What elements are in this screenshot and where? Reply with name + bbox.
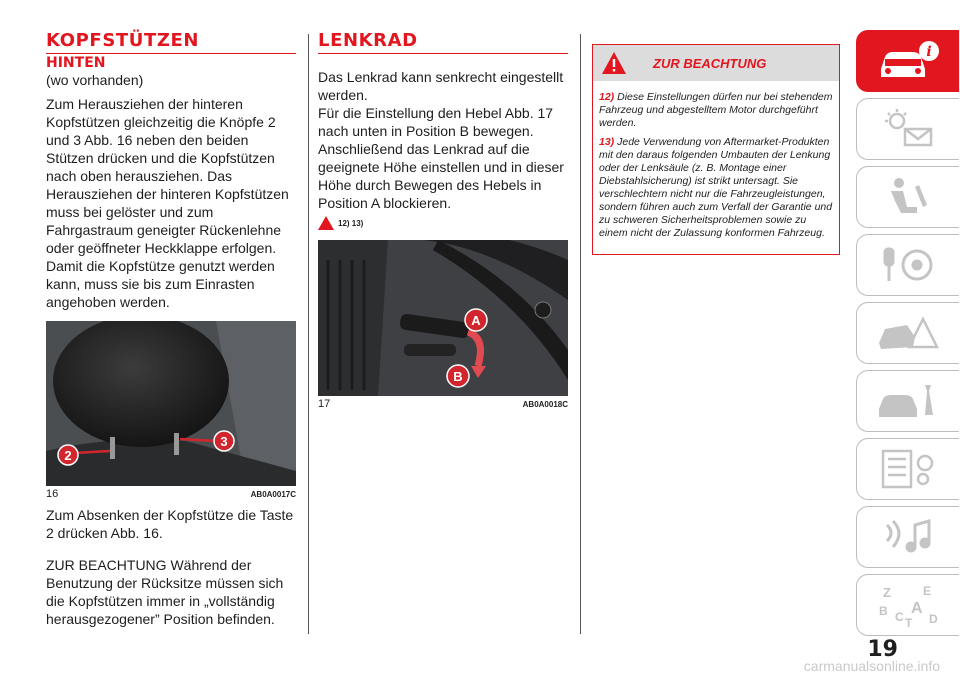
- steering-intro-text: Das Lenkrad kann senkrecht eingestellt werden.: [318, 69, 564, 103]
- figure-17-caption: [318, 398, 568, 410]
- figure-code: AB0A0018C: [522, 400, 568, 409]
- tab-technical-data[interactable]: [856, 438, 959, 500]
- warning-ref-numbers: 12) 13): [338, 218, 364, 228]
- section-title-steering: LENKRAD: [318, 30, 418, 51]
- column-divider: [308, 34, 309, 634]
- seat-airbag-icon: [873, 175, 943, 219]
- warning-triangle-icon: [601, 51, 627, 75]
- index-letter: C: [895, 610, 904, 624]
- tab-starting-driving[interactable]: [856, 234, 959, 296]
- title-rule: [46, 53, 296, 54]
- key-steering-wheel-icon: [873, 243, 943, 287]
- chapter-tabs: [852, 30, 960, 642]
- steering-adjust-text: Für die Einstellung den Hebel Abb. 17 nach unten in Position B bewegen. Anschließend das Lenkrad auf die geeignete Höhe einstellen und in dieser Höhe durch Bewegen des Hebels in Position A blockieren.: [318, 105, 564, 211]
- index-letter: B: [879, 604, 888, 618]
- checklist-gears-icon: [873, 447, 943, 491]
- column-headrests: [46, 30, 296, 628]
- index-letter: A: [911, 600, 923, 617]
- tab-maintenance[interactable]: [856, 370, 959, 432]
- notice-item-number: 12): [599, 91, 615, 103]
- index-letter: E: [923, 584, 932, 598]
- tab-multimedia[interactable]: [856, 506, 959, 568]
- tab-getting-to-know[interactable]: [856, 30, 959, 92]
- subsection-title-rear: HINTEN: [46, 55, 106, 71]
- warning-triangle-icon: [318, 216, 334, 230]
- callout-a: A: [471, 313, 481, 328]
- car-service-icon: [873, 379, 943, 423]
- notice-header: [593, 45, 839, 81]
- callout-b: B: [453, 369, 463, 384]
- availability-note: (wo vorhanden): [46, 72, 144, 88]
- figure-16-caption: [46, 488, 296, 500]
- tab-dashboard[interactable]: [856, 98, 959, 160]
- notice-item-text: Diese Einstellungen dürfen nur bei stehendem Fahrzeug und abgestelltem Motor durchgeführt werden.: [599, 91, 833, 129]
- car-info-icon: [873, 39, 943, 83]
- section-title-headrests: KOPFSTÜTZEN: [46, 30, 200, 51]
- index-letter: D: [929, 612, 938, 626]
- callout-3: 3: [220, 434, 228, 449]
- info-letter: i: [926, 44, 932, 60]
- column-divider: [580, 34, 581, 634]
- media-music-icon: [873, 515, 943, 559]
- column-notice: [592, 44, 838, 255]
- column-steering-wheel: [318, 30, 568, 410]
- alphabet-index-icon: [873, 583, 943, 627]
- notice-body: [593, 81, 839, 254]
- tab-index[interactable]: [856, 574, 959, 636]
- notice-item-text: Jede Verwendung von Aftermarket-Produkten mit den daraus folgenden Umbauten der Lenkung oder der Lenksäule (z. B. Montage einer Diebstahlsicherung) ist strikt untersagt. Sie verschlechtern nicht nur die Fahrzeugleistungen, sondern führen auch zum Verfall der Garantie und zu schweren Sicherheitsproblemen sowie zu einem nicht der Zulassung konformen Fahrzeug.: [599, 136, 833, 239]
- figure-16-headrest: [46, 321, 296, 486]
- notice-item: [599, 136, 833, 240]
- title-rule: [318, 53, 568, 54]
- watermark: carmanualsonline.info: [803, 658, 940, 674]
- tab-emergency[interactable]: [856, 302, 959, 364]
- headrest-illustration: [46, 321, 296, 486]
- notice-item-number: 13): [599, 136, 615, 148]
- headrest-warning-text: ZUR BEACHTUNG Während der Benutzung der Rücksitze müssen sich die Kopfstützen immer in „vollständig herausgezogener” Position befinden.: [46, 557, 284, 627]
- steering-lever-illustration: [318, 240, 568, 396]
- figure-number: 16: [46, 488, 59, 500]
- page-number: 19: [867, 637, 898, 662]
- headrest-lowering-text: Zum Absenken der Kopfstütze die Taste 2 drücken Abb. 16.: [46, 507, 294, 541]
- notice-title: ZUR BEACHTUNG: [653, 55, 767, 71]
- figure-code: AB0A0017C: [250, 490, 296, 499]
- warning-reference: [318, 216, 568, 230]
- car-accident-icon: [873, 311, 943, 355]
- notice-box: [592, 44, 840, 255]
- tab-safety[interactable]: [856, 166, 959, 228]
- dashboard-lights-icon: [873, 107, 943, 151]
- figure-17-lever: [318, 240, 568, 396]
- notice-item: [599, 91, 833, 130]
- index-letter: T: [905, 616, 913, 627]
- headrest-removal-text: Zum Herausziehen der hinteren Kopfstützen gleichzeitig die Knöpfe 2 und 3 Abb. 16 neben den beiden Stützen drücken und die Kopfstützen nach oben herausziehen. Das Herausziehen der hinteren Kopfstützen muss bei gelöster und zum Fahrgastraum geneigter Rückenlehne oder geöffneter Heckklappe erfolgen. Damit die Kopfstütze genutzt werden kann, muss sie bis zum Einrasten angehoben werden.: [46, 96, 289, 310]
- callout-2: 2: [64, 448, 72, 463]
- index-letter: Z: [883, 585, 891, 600]
- figure-number: 17: [318, 398, 331, 410]
